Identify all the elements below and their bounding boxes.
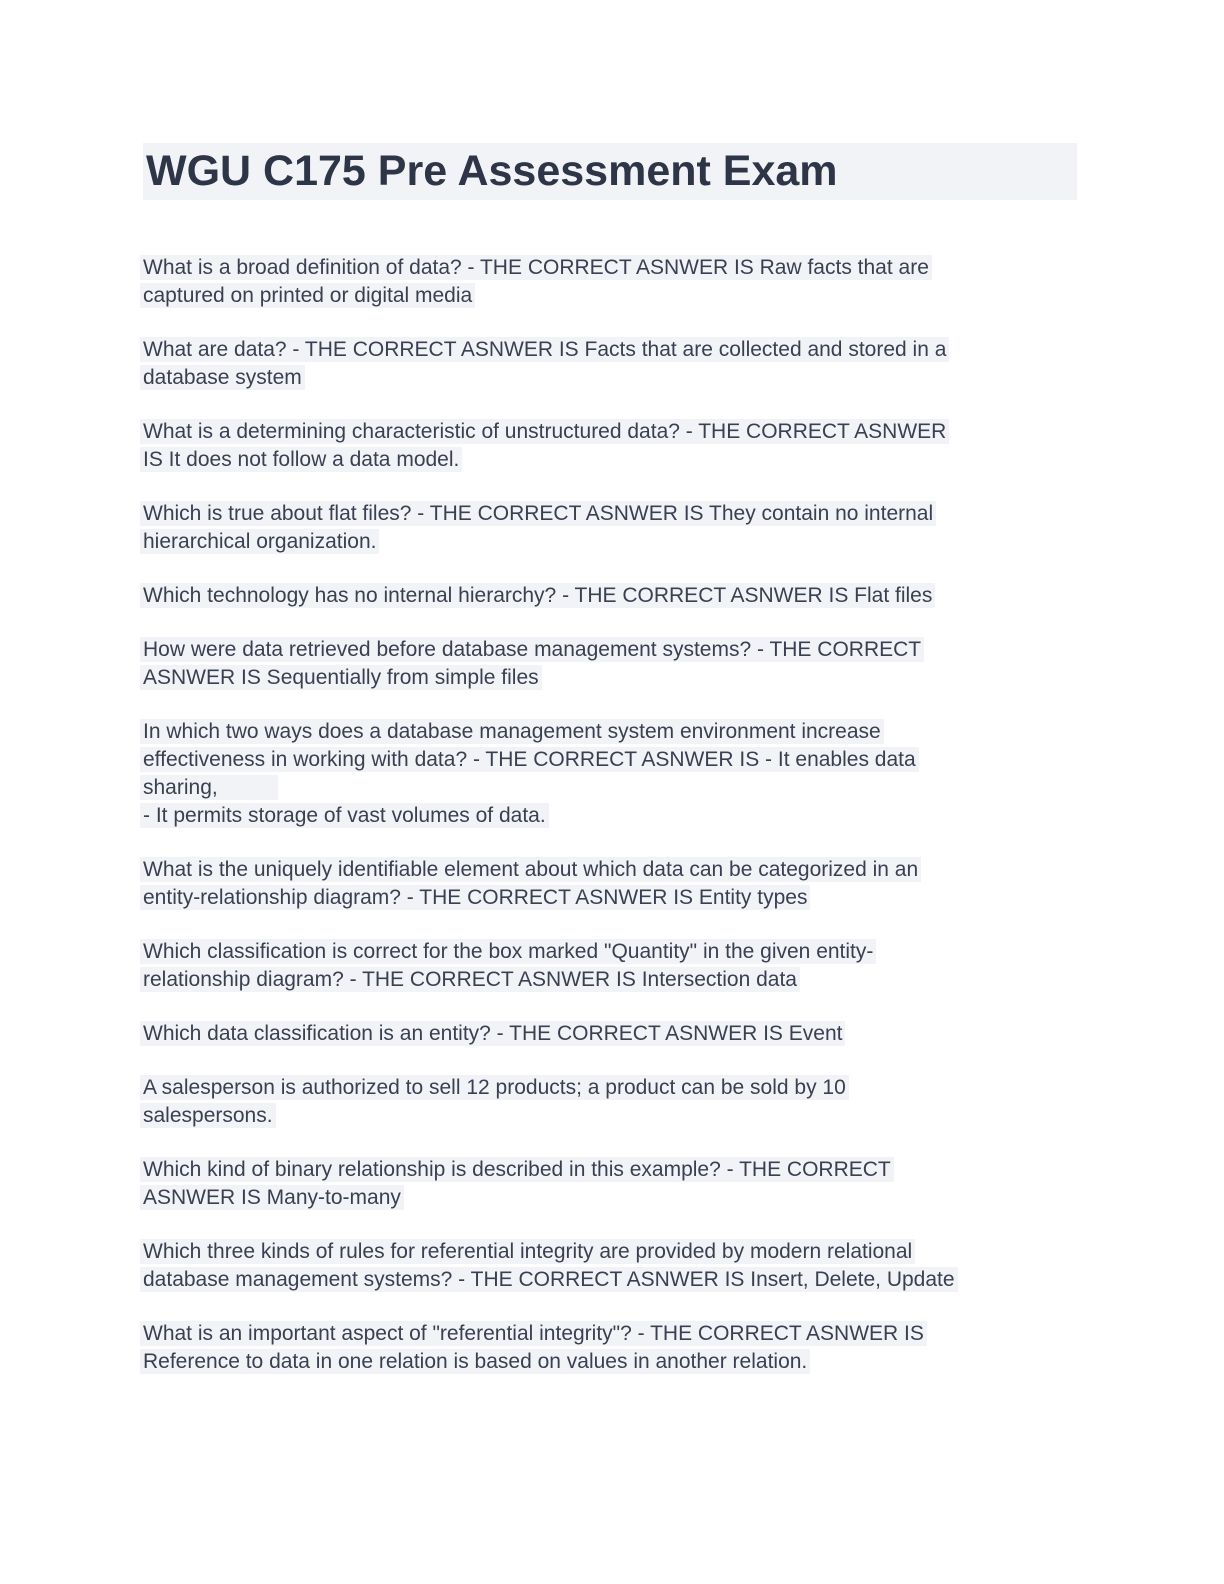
paragraph	[143, 1238, 1081, 1294]
text-line: database system	[140, 365, 305, 390]
text-line: What is a determining characteristic of unstructured data? - THE CORRECT ASNWER	[140, 419, 949, 444]
text-line: How were data retrieved before database management systems? - THE CORRECT	[140, 637, 924, 662]
paragraph	[143, 636, 1081, 692]
text-line: effectiveness in working with data? - THE CORRECT ASNWER IS - It enables data	[140, 747, 919, 772]
document-title: WGU C175 Pre Assessment Exam	[143, 143, 1077, 200]
paragraph	[143, 1320, 1081, 1376]
text-line: What is a broad definition of data? - THE CORRECT ASNWER IS Raw facts that are	[140, 255, 932, 280]
text-line: Which three kinds of rules for referential integrity are provided by modern relational	[140, 1239, 915, 1264]
text-line: hierarchical organization.	[140, 529, 379, 554]
paragraph	[143, 254, 1081, 310]
text-line: In which two ways does a database management system environment increase	[140, 719, 884, 744]
text-line: IS It does not follow a data model.	[140, 447, 462, 472]
text-line: What is an important aspect of "referential integrity"? - THE CORRECT ASNWER IS	[140, 1321, 927, 1346]
text-line: ASNWER IS Many-to-many	[140, 1185, 404, 1210]
text-line: Which kind of binary relationship is described in this example? - THE CORRECT	[140, 1157, 894, 1182]
text-line: database management systems? - THE CORRECT ASNWER IS Insert, Delete, Update	[140, 1267, 958, 1292]
text-line: Reference to data in one relation is based on values in another relation.	[140, 1349, 810, 1374]
paragraph	[143, 1020, 1081, 1048]
paragraph	[143, 718, 1081, 830]
text-line: A salesperson is authorized to sell 12 products; a product can be sold by 10	[140, 1075, 849, 1100]
text-line: ASNWER IS Sequentially from simple files	[140, 665, 542, 690]
paragraph	[143, 1156, 1081, 1212]
text-line: relationship diagram? - THE CORRECT ASNWER IS Intersection data	[140, 967, 800, 992]
paragraph	[143, 856, 1081, 912]
paragraph	[143, 418, 1081, 474]
text-line: Which is true about flat files? - THE CORRECT ASNWER IS They contain no internal	[140, 501, 936, 526]
paragraph	[143, 938, 1081, 994]
paragraph	[143, 336, 1081, 392]
text-line: entity-relationship diagram? - THE CORRECT ASNWER IS Entity types	[140, 885, 810, 910]
document-body	[143, 254, 1081, 1376]
paragraph	[143, 1074, 1081, 1130]
text-line: What is the uniquely identifiable element about which data can be categorized in an	[140, 857, 921, 882]
text-line: Which technology has no internal hierarchy? - THE CORRECT ASNWER IS Flat files	[140, 583, 935, 608]
text-line: What are data? - THE CORRECT ASNWER IS Facts that are collected and stored in a	[140, 337, 949, 362]
paragraph	[143, 582, 1081, 610]
paragraph	[143, 500, 1081, 556]
text-line: Which classification is correct for the box marked "Quantity" in the given entity-	[140, 939, 876, 964]
text-line: salespersons.	[140, 1103, 276, 1128]
text-line: captured on printed or digital media	[140, 283, 475, 308]
text-line: - It permits storage of vast volumes of data.	[140, 803, 549, 828]
text-line: Which data classification is an entity? - THE CORRECT ASNWER IS Event	[140, 1021, 845, 1046]
text-line: sharing,	[140, 775, 278, 800]
